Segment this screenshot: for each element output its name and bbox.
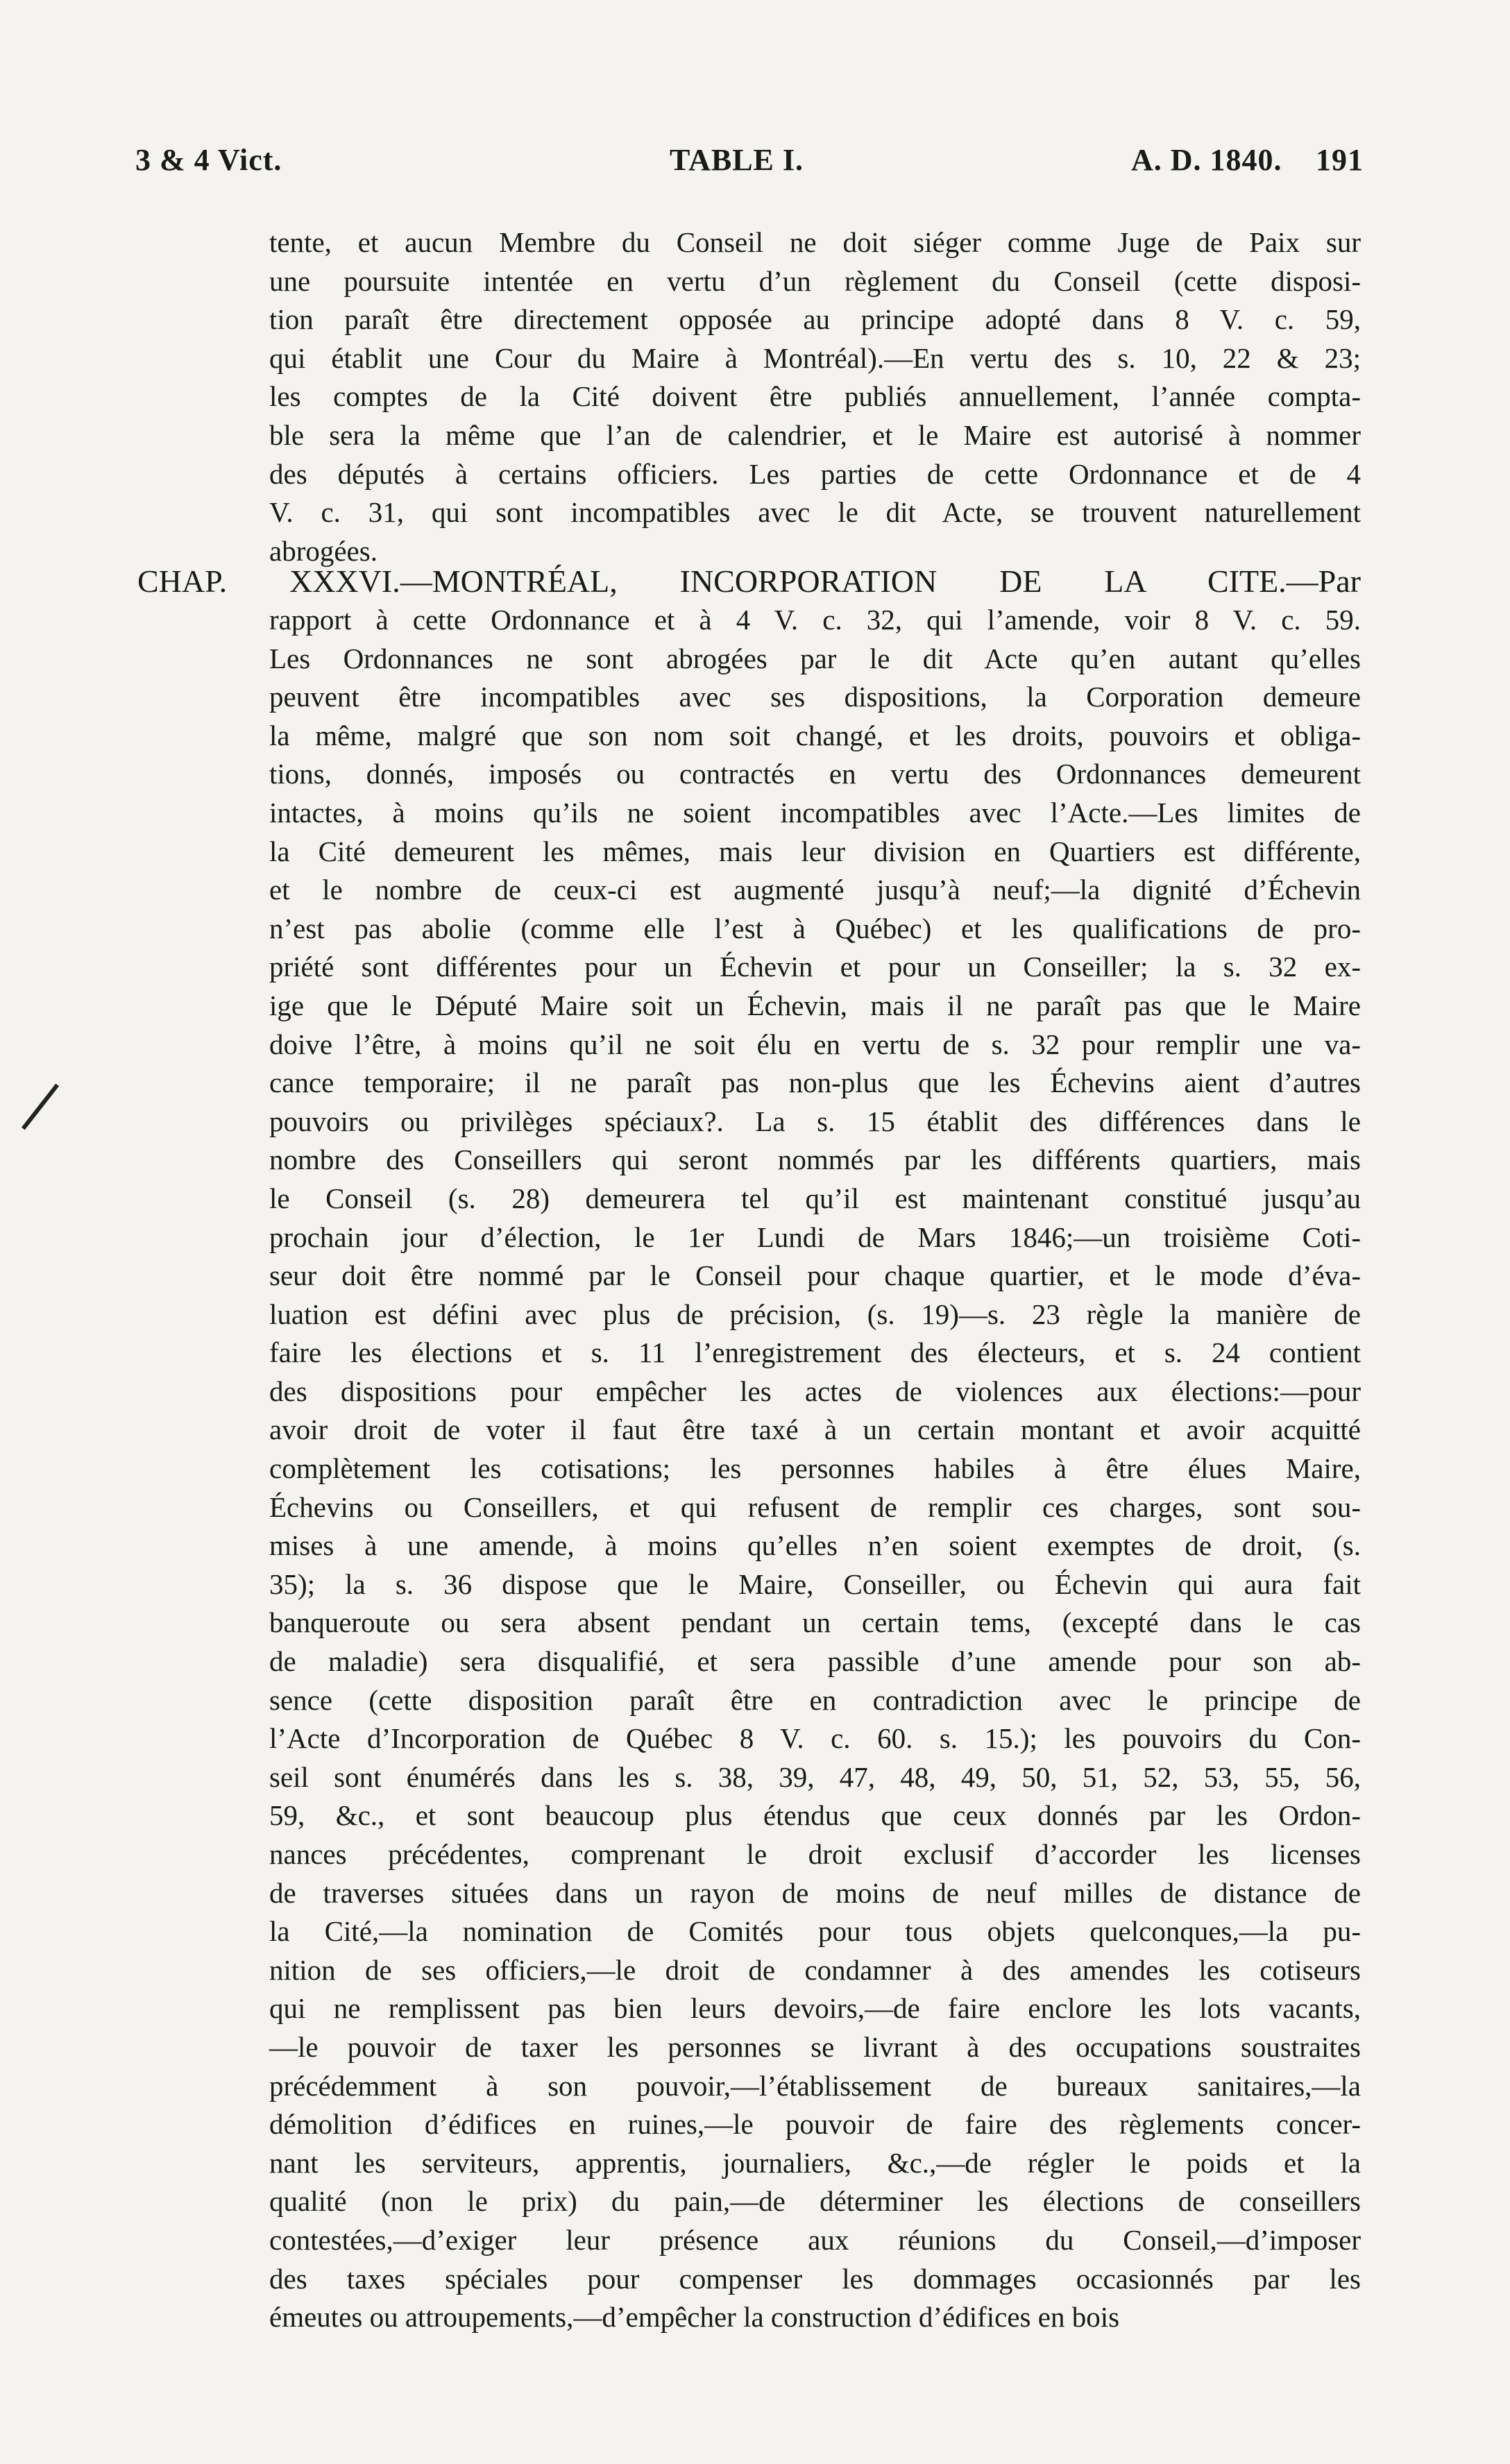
chapter-heading: CHAP. XXXVI.—MONTRÉAL, INCORPORATION DE LA CITE.—Par — [137, 563, 1361, 599]
text-line: qui établit une Cour du Maire à Montréal).—En vertu des s. 10, 22 & 23; — [269, 341, 1361, 374]
text-line: de maladie) sera disqualifié, et sera passible d’une amende pour son ab- — [269, 1645, 1361, 1678]
text-line: ble sera la même que l’an de calendrier, et le Maire est autorisé à nommer — [269, 418, 1361, 451]
text-line: 35); la s. 36 dispose que le Maire, Conseiller, ou Échevin qui aura fait — [269, 1567, 1361, 1600]
pencil-mark — [22, 1084, 59, 1130]
text-line: seur doit être nommé par le Conseil pour chaque quartier, et le mode d’éva- — [269, 1259, 1361, 1292]
text-line: avoir droit de voter il faut être taxé à un certain montant et avoir acquitté — [269, 1413, 1361, 1446]
text-line: V. c. 31, qui sont incompatibles avec le dit Acte, se trouvent naturellement — [269, 496, 1361, 529]
text-line: et le nombre de ceux-ci est augmenté jusqu’à neuf;—la dignité d’Échevin — [269, 874, 1361, 906]
text-line: seil sont énumérés dans les s. 38, 39, 47, 48, 49, 50, 51, 52, 53, 55, 56, — [269, 1760, 1361, 1793]
text-line: le Conseil (s. 28) demeurera tel qu’il est maintenant constitué jusqu’au — [269, 1182, 1361, 1214]
text-line: qui ne remplissent pas bien leurs devoirs,—de faire enclore les lots vacants, — [269, 1992, 1361, 2025]
text-line: rapport à cette Ordonnance et à 4 V. c. 32, qui l’amende, voir 8 V. c. 59. — [269, 604, 1361, 636]
text-line: sence (cette disposition paraît être en contradiction avec le principe de — [269, 1683, 1361, 1716]
text-line: banqueroute ou sera absent pendant un certain tems, (excepté dans le cas — [269, 1606, 1361, 1639]
text-line: l’Acte d’Incorporation de Québec 8 V. c. 60. s. 15.); les pouvoirs du Con- — [269, 1722, 1361, 1755]
text-line: 59, &c., et sont beaucoup plus étendus que ceux donnés par les Ordon- — [269, 1799, 1361, 1832]
header-year: A. D. 1840. — [1131, 143, 1282, 177]
paragraph-1 — [269, 223, 1361, 570]
header-statute: 3 & 4 Vict. — [135, 143, 282, 177]
text-line: nances précédentes, comprenant le droit exclusif d’accorder les licenses — [269, 1838, 1361, 1870]
text-line: nition de ses officiers,—le droit de condamner à des amendes les cotiseurs — [269, 1953, 1361, 1986]
text-line: doive l’être, à moins qu’il ne soit élu en vertu de s. 32 pour remplir une va- — [269, 1028, 1361, 1060]
text-line: démolition d’édifices en ruines,—le pouvoir de faire des règlements concer- — [269, 2108, 1361, 2141]
text-line: tion paraît être directement opposée au principe adopté dans 8 V. c. 59, — [269, 303, 1361, 336]
text-line: précédemment à son pouvoir,—l’établissement de bureaux sanitaires,—la — [269, 2069, 1361, 2102]
header-table-title: TABLE I. — [670, 143, 804, 177]
text-line: la Cité demeurent les mêmes, mais leur division en Quartiers est différente, — [269, 835, 1361, 867]
text-line: la même, malgré que son nom soit changé, et les droits, pouvoirs et obliga- — [269, 719, 1361, 751]
paragraph-2 — [269, 601, 1361, 2337]
text-line: des députés à certains officiers. Les parties de cette Ordonnance et de 4 — [269, 457, 1361, 490]
text-line: intactes, à moins qu’ils ne soient incompatibles avec l’Acte.—Les limites de — [269, 796, 1361, 829]
text-line: la Cité,—la nomination de Comités pour tous objets quelconques,—la pu- — [269, 1915, 1361, 1948]
text-line: complètement les cotisations; les personnes habiles à être élues Maire, — [269, 1452, 1361, 1485]
text-line: contestées,—d’exiger leur présence aux réunions du Conseil,—d’imposer — [269, 2223, 1361, 2256]
text-line: Les Ordonnances ne sont abrogées par le dit Acte qu’en autant qu’elles — [269, 642, 1361, 674]
text-line: n’est pas abolie (comme elle l’est à Québec) et les qualifications de pro- — [269, 912, 1361, 944]
text-line: prochain jour d’élection, le 1er Lundi de Mars 1846;—un troisième Coti- — [269, 1221, 1361, 1253]
text-line: cance temporaire; il ne paraît pas non-plus que les Échevins aient d’autres — [269, 1067, 1361, 1099]
text-line: —le pouvoir de taxer les personnes se livrant à des occupations soustraites — [269, 2030, 1361, 2063]
text-line: une poursuite intentée en vertu d’un règlement du Conseil (cette disposi- — [269, 264, 1361, 297]
text-line: abrogées. — [269, 534, 378, 567]
text-line: de traverses situées dans un rayon de moins de neuf milles de distance de — [269, 1876, 1361, 1909]
text-line: luation est défini avec plus de précision, (s. 19)—s. 23 règle la manière de — [269, 1298, 1361, 1330]
text-line: tions, donnés, imposés ou contractés en vertu des Ordonnances demeurent — [269, 758, 1361, 790]
text-line: nombre des Conseillers qui seront nommés par les différents quartiers, mais — [269, 1144, 1361, 1176]
text-line: Échevins ou Conseillers, et qui refusent de remplir ces charges, sont sou- — [269, 1490, 1361, 1523]
text-line: mises à une amende, à moins qu’elles n’en soient exemptes de droit, (s. — [269, 1529, 1361, 1562]
text-line: priété sont différentes pour un Échevin et pour un Conseiller; la s. 32 ex- — [269, 951, 1361, 983]
text-line: faire les élections et s. 11 l’enregistrement des électeurs, et s. 24 contient — [269, 1336, 1361, 1369]
text-line: nant les serviteurs, apprentis, journaliers, &c.,—de régler le poids et la — [269, 2146, 1361, 2179]
text-line: les comptes de la Cité doivent être publiés annuellement, l’année compta- — [269, 380, 1361, 413]
text-line: tente, et aucun Membre du Conseil ne doit siéger comme Juge de Paix sur — [269, 226, 1361, 258]
text-line: ige que le Député Maire soit un Échevin, mais il ne paraît pas que le Maire — [269, 989, 1361, 1021]
text-line: des dispositions pour empêcher les actes de violences aux élections:—pour — [269, 1375, 1361, 1407]
text-line: peuvent être incompatibles avec ses dispositions, la Corporation demeure — [269, 681, 1361, 713]
text-line: émeutes ou attroupements,—d’empêcher la construction d’édifices en bois — [269, 2301, 1120, 2334]
page-number: 191 — [1316, 143, 1364, 177]
text-line: des taxes spéciales pour compenser les dommages occasionnés par les — [269, 2262, 1361, 2295]
running-header — [135, 142, 1364, 184]
text-line: qualité (non le prix) du pain,—de déterminer les élections de conseillers — [269, 2185, 1361, 2218]
text-line: pouvoirs ou privilèges spéciaux?. La s. 15 établit des différences dans le — [269, 1105, 1361, 1137]
